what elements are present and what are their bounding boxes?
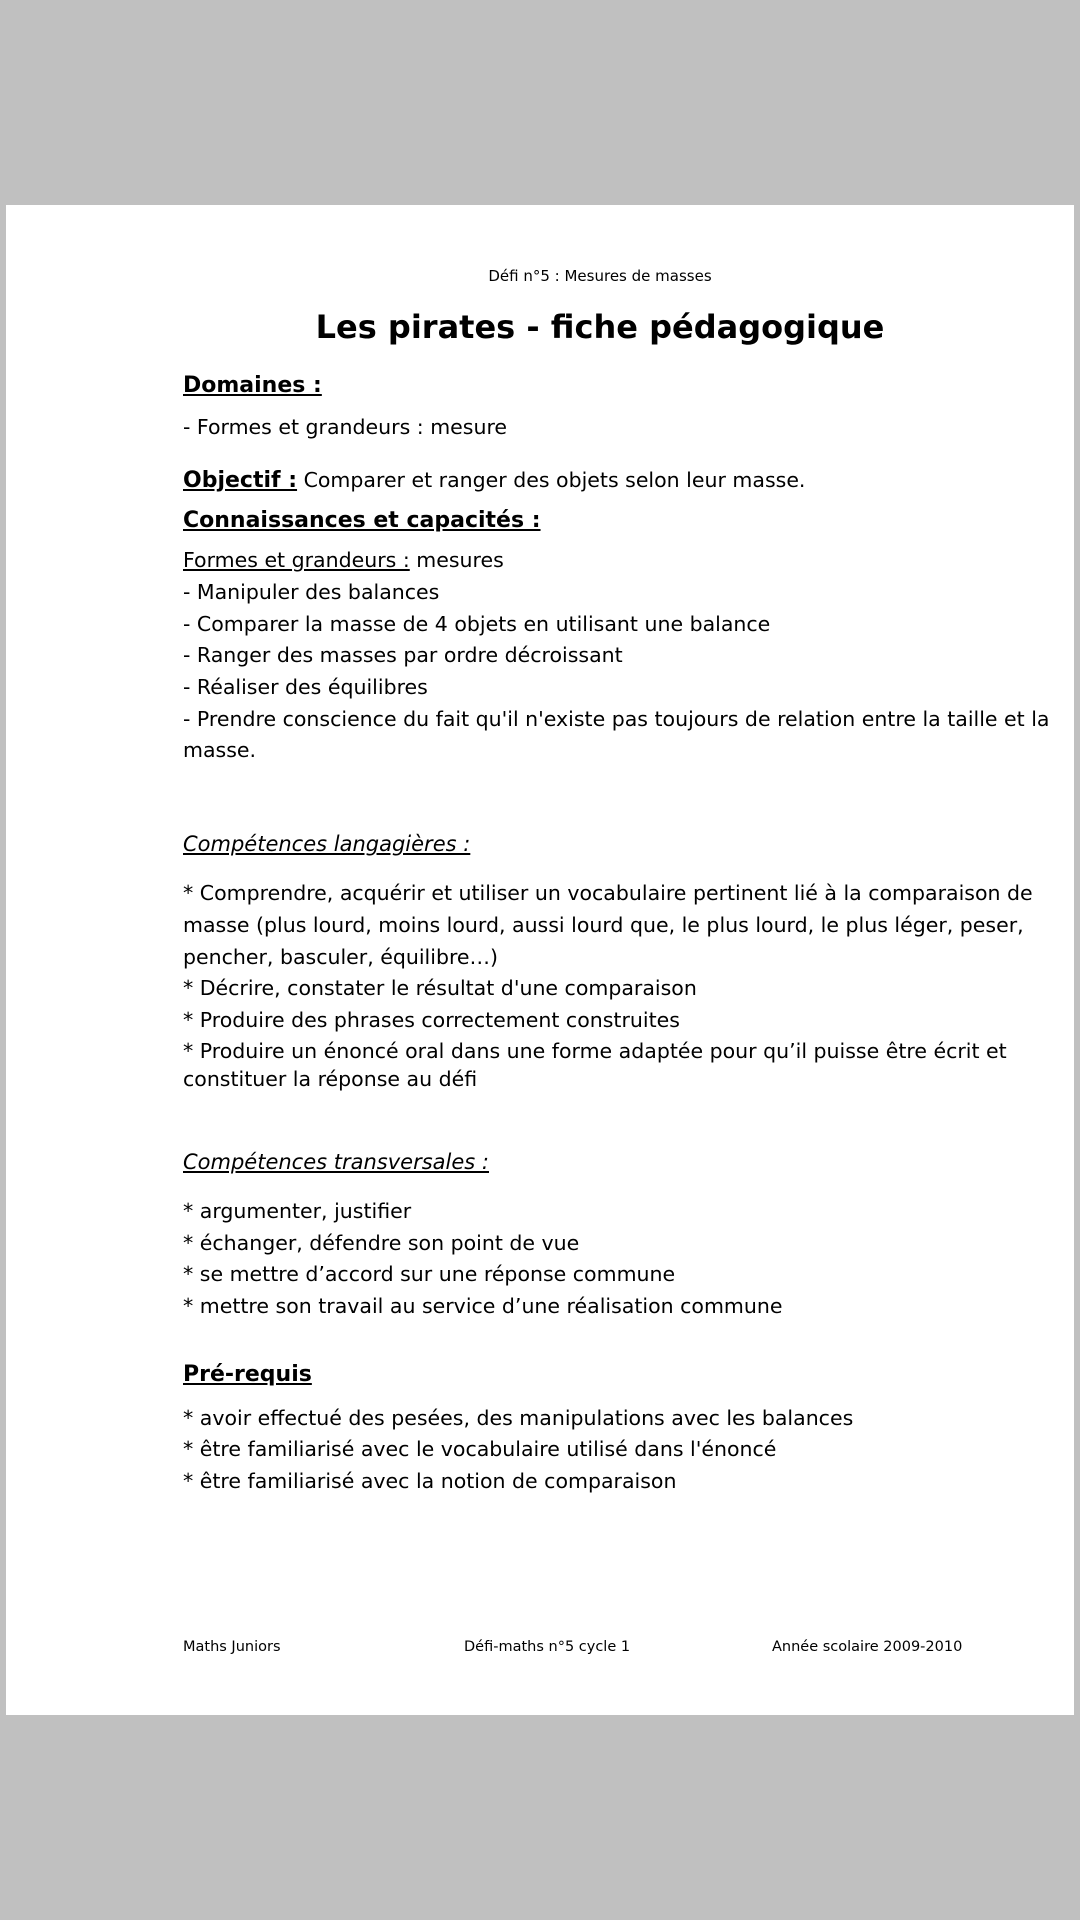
transversales-item: * se mettre d’accord sur une réponse commune — [183, 1262, 676, 1286]
connaissances-sub-label: Formes et grandeurs : — [183, 548, 410, 572]
prerequis-heading: Pré-requis — [183, 1362, 312, 1387]
connaissances-heading: Connaissances et capacités : — [183, 508, 541, 533]
connaissances-item: - Comparer la masse de 4 objets en utilisant une balance — [183, 612, 771, 636]
langagieres-item: pencher, basculer, équilibre…) — [183, 945, 499, 969]
domaines-heading: Domaines : — [183, 373, 322, 398]
langagieres-item: * Produire un énoncé oral dans une forme adaptée pour qu’il puisse être écrit et — [183, 1039, 1007, 1063]
connaissances-item: - Ranger des masses par ordre décroissant — [183, 643, 623, 667]
document-page — [6, 205, 1074, 1715]
header-note: Défi n°5 : Mesures de masses — [488, 267, 712, 285]
footer-center: Défi-maths n°5 cycle 1 — [464, 1639, 631, 1655]
prerequis-item: * avoir effectué des pesées, des manipulations avec les balances — [183, 1406, 854, 1430]
langagieres-item: * Décrire, constater le résultat d'une comparaison — [183, 976, 697, 1000]
connaissances-item: - Prendre conscience du fait qu'il n'existe pas toujours de relation entre la taille et la — [183, 707, 1050, 731]
domaines-item: - Formes et grandeurs : mesure — [183, 415, 508, 439]
connaissances-item: - Manipuler des balances — [183, 580, 440, 604]
page-title: Les pirates - fiche pédagogique — [315, 308, 885, 346]
langagieres-item: masse (plus lourd, moins lourd, aussi lourd que, le plus lourd, le plus léger, peser, — [183, 913, 1024, 937]
transversales-item: * argumenter, justifier — [183, 1199, 412, 1223]
objectif-text: Comparer et ranger des objets selon leur masse. — [297, 468, 806, 492]
langagieres-item: * Comprendre, acquérir et utiliser un vocabulaire pertinent lié à la comparaison de — [183, 881, 1033, 905]
objectif-label: Objectif : — [183, 468, 298, 493]
prerequis-item: * être familiarisé avec la notion de comparaison — [183, 1469, 677, 1493]
connaissances-subheading — [183, 548, 504, 572]
langagieres-item: constituer la réponse au défi — [183, 1067, 478, 1091]
transversales-heading: Compétences transversales : — [183, 1150, 489, 1174]
transversales-item: * mettre son travail au service d’une réalisation commune — [183, 1294, 783, 1318]
footer-left: Maths Juniors — [183, 1639, 281, 1655]
prerequis-item: * être familiarisé avec le vocabulaire utilisé dans l'énoncé — [183, 1437, 777, 1461]
connaissances-item: masse. — [183, 738, 257, 762]
transversales-item: * échanger, défendre son point de vue — [183, 1231, 580, 1255]
langagieres-heading: Compétences langagières : — [183, 832, 471, 856]
objectif-line — [183, 468, 805, 493]
footer-right: Année scolaire 2009-2010 — [772, 1639, 963, 1655]
connaissances-sub-text: mesures — [409, 548, 504, 572]
connaissances-item: - Réaliser des équilibres — [183, 675, 428, 699]
langagieres-item: * Produire des phrases correctement construites — [183, 1008, 680, 1032]
